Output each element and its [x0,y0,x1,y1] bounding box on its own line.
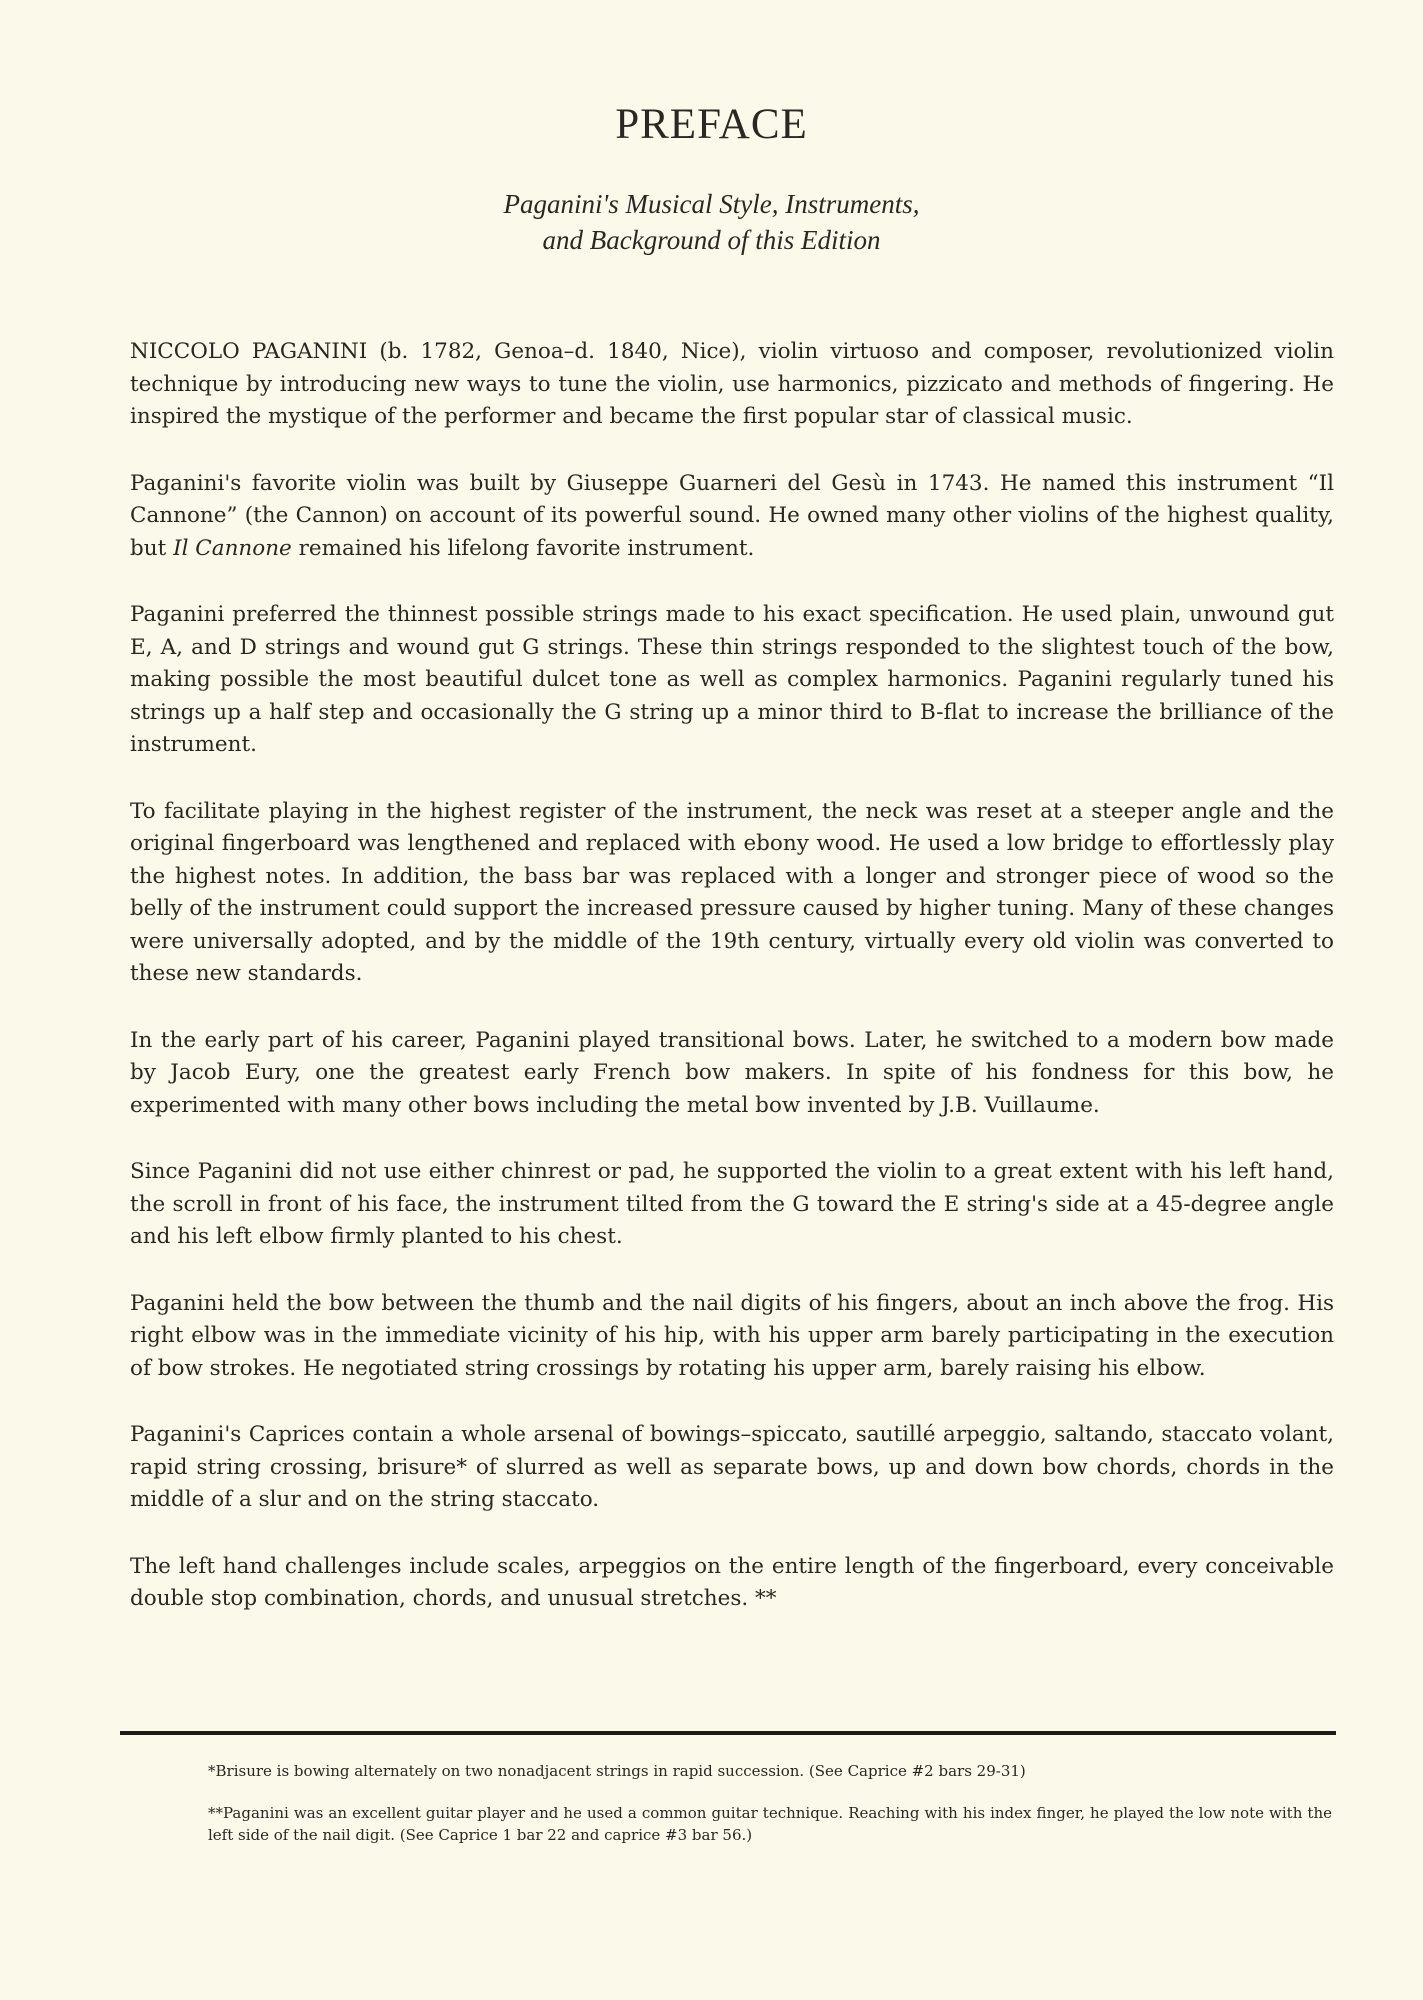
paragraph-intro: NICCOLO PAGANINI (b. 1782, Genoa–d. 1840, Nice), violin virtuoso and composer, revolutionized violin technique by introducing new ways to tune the violin, use harmonics, pizzicato and methods of fingering. He inspired the mystique of the performer and became the first popular star of classical music. [130,339,1334,429]
paragraph-violin [130,468,1334,566]
subtitle [0,186,1423,258]
footnote-brisure: *Brisure is bowing alternately on two nonadjacent strings in rapid succession. (See Caprice #2 bars 29-31) [208,1762,1026,1780]
footnote-divider [120,1731,1336,1735]
paragraph-bows: In the early part of his career, Paganini played transitional bows. Later, he switched to a modern bow made by Jacob Eury, one the greatest early French bow makers. In spite of his fondness for this bow, he experimented with many other bows including the metal bow invented by J.B. Vuillaume. [130,1027,1334,1118]
subtitle-line-2: and Background of this Edition [542,225,881,255]
paragraph-bow-hold: Paganini held the bow between the thumb and the nail digits of his fingers, about an inch above the frog. His right elbow was in the immediate vicinity of his hip, with his upper arm barely participating in the execution of bow strokes. He negotiated string crossings by rotating his upper arm, barely raising his elbow. [130,1290,1334,1381]
page-title: PREFACE [615,101,808,148]
paragraph-strings: Paganini preferred the thinnest possible strings made to his exact specification. He used plain, unwound gut E, A, and D strings and wound gut G strings. These thin strings responded to the slightest touch of the bow, making possible the most beautiful dulcet tone as well as complex harmonics. Paganini regularly tuned his strings up a half step and occasionally the G string up a minor third to B-flat to increase the brilliance of the instrument. [130,602,1334,757]
preface-body [130,336,1334,1650]
paragraph-bowings: Paganini's Caprices contain a whole arsenal of bowings–spiccato, sautillé arpeggio, saltando, staccato volant, rapid string crossing, brisure* of slurred as well as separate bows, up and down bow chords, chords in the middle of a slur and on the string staccato. [130,1422,1334,1512]
paragraph-left-hand: The left hand challenges include scales, arpeggios on the entire length of the fingerboard, every conceivable double stop combination, chords, and unusual stretches. ** [130,1553,1334,1611]
paragraph-violin-italic: Il Cannone [173,535,292,561]
subtitle-line-1: Paganini's Musical Style, Instruments, [503,189,920,219]
paragraph-violin-text-before: Paganini's favorite violin was built by Giuseppe Guarneri del Gesù in 1743. He named this instrument “Il Cannone” (the Cannon) on account of its powerful sound. He owned many other violins of the highest quality, but [130,470,1334,561]
footnotes [208,1760,1332,1866]
paragraph-posture: Since Paganini did not use either chinrest or pad, he supported the violin to a great extent with his left hand, the scroll in front of his face, the instrument tilted from the G toward the E string's side at a 45-degree angle and his left elbow firmly planted to his chest. [130,1159,1334,1249]
footnote-guitar: **Paganini was an excellent guitar player and he used a common guitar technique. Reaching with his index finger, he played the low note with the left side of the nail digit. (See Caprice 1 bar 22 and caprice #3 bar 56.) [208,1804,1332,1844]
paragraph-neck: To facilitate playing in the highest register of the instrument, the neck was reset at a steeper angle and the original fingerboard was lengthened and replaced with ebony wood. He used a low bridge to effortlessly play the highest notes. In addition, the bass bar was replaced with a longer and stronger piece of wood so the belly of the instrument could support the increased pressure caused by higher tuning. Many of these changes were universally adopted, and by the middle of the 19th century, virtually every old violin was converted to these new standards. [130,798,1334,986]
paragraph-violin-text-after: remained his lifelong favorite instrument. [291,535,755,561]
